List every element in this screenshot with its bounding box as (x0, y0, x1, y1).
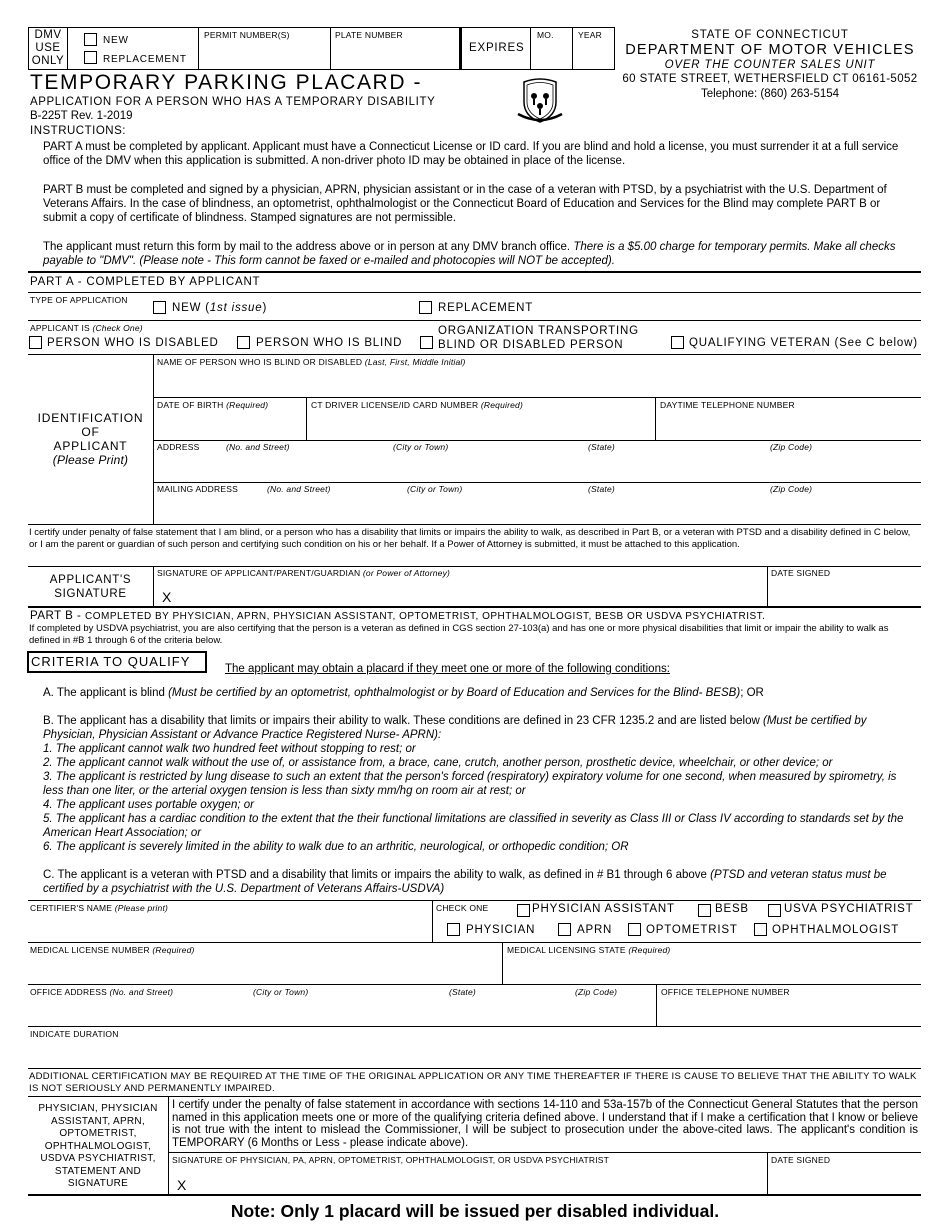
part-b-heading: PART B - (30, 610, 85, 622)
office-replacement-checkbox[interactable] (84, 51, 97, 64)
criteria-heading: CRITERIA TO QUALIFY (27, 651, 207, 673)
license-field[interactable] (308, 411, 653, 439)
mailing-state-hint: (State) (588, 484, 615, 494)
signature-x: X (162, 589, 172, 605)
please-print-hint: (Please print) (114, 903, 169, 913)
daytime-phone-field[interactable] (657, 411, 919, 439)
dob-field[interactable] (155, 411, 304, 439)
office-address-label: OFFICE ADDRESS (30, 987, 110, 997)
year-label: YEAR (578, 30, 602, 40)
please-print-label: (Please Print) (52, 453, 129, 467)
new-hint: 1st issue (209, 302, 263, 314)
office-city-hint: (City or Town) (253, 987, 309, 997)
month-label: MO. (537, 30, 554, 40)
new-label: NEW ( (172, 302, 210, 314)
criteria-intro: The applicant may obtain a placard if they meet one or more of the following conditions: (225, 663, 670, 675)
plate-number-label: PLATE NUMBER (335, 30, 403, 40)
applicant-label: APPLICANT (53, 439, 128, 453)
medical-state-label: MEDICAL LICENSING STATE (507, 945, 629, 955)
medical-state-required: (Required) (628, 945, 671, 955)
veteran-checkbox[interactable] (671, 336, 684, 349)
applicant-date-label: DATE SIGNED (771, 568, 831, 578)
office-zip-hint: (Zip Code) (575, 987, 618, 997)
of-label: OF (81, 425, 100, 439)
agency-address: 60 STATE STREET, WETHERSFIELD CT 06161-5052 (622, 73, 918, 85)
sales-unit: OVER THE COUNTER SALES UNIT (664, 59, 876, 71)
applicant-signature-label: SIGNATURE OF APPLICANT/PARENT/GUARDIAN (157, 568, 363, 578)
dob-label: DATE OF BIRTH (157, 400, 227, 410)
use-label: USE (35, 42, 61, 54)
criteria-a-note: (Must be certified by an optometrist, ophthalmologist or by Board of Education and Services for the Blind- BESB) (168, 687, 741, 699)
physician-date-label: DATE SIGNED (771, 1155, 831, 1165)
criteria-c: C. The applicant is a veteran with PTSD and a disability that limits or impairs the ability to walk, as defined in # B1 through 6 above (43, 869, 711, 881)
veteran-label: QUALIFYING VETERAN (See C below) (689, 337, 918, 349)
address-label: ADDRESS (157, 442, 200, 452)
usva-psychiatrist-label: USVA PSYCHIATRIST (784, 903, 914, 915)
office-state-hint: (State) (449, 987, 476, 997)
criteria-a: A. The applicant is blind (43, 687, 169, 699)
usdva-note: If completed by USDVA psychiatrist, you are also certifying that the person is a veteran as defined in CGS section 27-103(a) and has one or more physical disabilities that limit or impair the ability to walk as defined in #B 1 through 6 of the criteria below. (29, 623, 889, 646)
check-one-label: CHECK ONE (436, 903, 489, 913)
mailing-zip-hint: (Zip Code) (770, 484, 813, 494)
signature-label: SIGNATURE (54, 588, 127, 600)
applicant-signature-field[interactable] (176, 580, 764, 604)
dmv-label: DMV (34, 29, 62, 41)
blind-person-checkbox[interactable] (237, 336, 250, 349)
part-a-heading: PART A - COMPLETED BY APPLICANT (30, 276, 261, 288)
state-name: STATE OF CONNECTICUT (691, 29, 849, 41)
expires-label: EXPIRES (469, 42, 525, 54)
physician-signature-x: X (177, 1177, 187, 1193)
physician-assistant-checkbox[interactable] (517, 904, 530, 917)
instructions-heading: INSTRUCTIONS: (30, 125, 126, 137)
identification-label: IDENTIFICATION (37, 411, 144, 425)
physician-label: PHYSICIAN (466, 924, 536, 936)
organization-checkbox[interactable] (420, 336, 433, 349)
department-name: DEPARTMENT OF MOTOR VEHICLES (625, 42, 915, 58)
instructions-part-a: PART A must be completed by applicant. Applicant must have a Connecticut License or ID card. If you are blind and hold a license, you must surrender it at a full service office of the DMV when this application is submitted. A non-driver photo ID may be obtained in place of the license. (43, 141, 899, 167)
name-hint: (Last, First, Middle Initial) (364, 357, 466, 367)
medical-license-required: (Required) (152, 945, 195, 955)
criteria-a-end: ; OR (740, 687, 764, 699)
name-label: NAME OF PERSON WHO IS BLIND OR DISABLED (157, 357, 365, 367)
certifier-statement-end: TEMPORARY (6 Months or Less - please indicate above). (172, 1136, 469, 1149)
address-city-hint: (City or Town) (393, 442, 449, 452)
form-id: B-225T Rev. 1-2019 (30, 110, 133, 122)
part-b-subheading: COMPLETED BY PHYSICIAN, APRN, PHYSICIAN ASSISTANT, OPTOMETRIST, OPHTHALMOLOGIST, BESB OR USDVA PSYCHIATRIST. (85, 611, 766, 622)
medical-state-field[interactable] (504, 956, 919, 982)
physician-checkbox[interactable] (447, 923, 460, 936)
connecticut-seal-icon (516, 76, 564, 124)
instructions-fee: There is a $5.00 charge for temporary permits. Make all checks payable to "DMV". (Please note - This form cannot be faxed or e-mailed and photocopies will NOT be accepted). (43, 241, 896, 267)
duration-field[interactable] (30, 1040, 919, 1066)
address-street-hint: (No. and Street) (226, 442, 290, 452)
permit-number-label: PERMIT NUMBER(S) (204, 30, 290, 40)
optometrist-checkbox[interactable] (628, 923, 641, 936)
criteria-b: B. The applicant has a disability that limits or impairs their ability to walk. These conditions are defined in 23 CFR 1235.2 and are listed below (43, 715, 763, 727)
criteria-b3: 3. The applicant is restricted by lung disease to such an extent that the person's forced (respiratory) expiratory volume for one second, when measured by spirometry, is less than one liter, or the arterial oxygen tension is less than sixty mm/hg on room air at rest; or (43, 771, 897, 797)
besb-checkbox[interactable] (698, 904, 711, 917)
office-street-hint: (No. and Street) (109, 987, 174, 997)
replacement-label: REPLACEMENT (438, 302, 534, 314)
certifier-name-field[interactable] (30, 914, 430, 940)
name-field[interactable] (155, 368, 919, 396)
aprn-label: APRN (577, 924, 613, 936)
only-label: ONLY (31, 55, 65, 67)
type-of-application-label: TYPE OF APPLICATION (30, 295, 128, 305)
poa-hint: (or Power of Attorney) (362, 568, 451, 578)
criteria-b5: 5. The applicant has a cardiac condition to the extent that the their functional limitations are classified in severity as Class III or Class IV according to standards set by the American Heart Association; or (43, 813, 904, 839)
criteria-b6: 6. The applicant is severely limited in the ability to walk due to an arthritic, neurological, or orthopedic condition; OR (43, 841, 629, 853)
ophthalmologist-label: OPHTHALMOLOGIST (772, 924, 900, 936)
instructions-part-b: PART B must be completed and signed by a physician, APRN, physician assistant or in the case of a veteran with PTSD, by a psychiatrist with the U.S. Department of Veterans Affairs. In the case of blindness, an optometrist, ophthalmologist or the Connecticut Board of Education and Services for the Blind may complete PART B or submit a copy of certificate of blindness. Stamped signatures are not permissible. (43, 184, 887, 224)
certifier-name-label: CERTIFIER'S NAME (30, 903, 115, 913)
form-subtitle: APPLICATION FOR A PERSON WHO HAS A TEMPORARY DISABILITY (30, 96, 436, 108)
new-application-checkbox[interactable] (153, 301, 166, 314)
applicant-is-label: APPLICANT IS (30, 323, 93, 333)
applicant-certification: I certify under penalty of false statement that I am blind, or a person who has a disability that limits or impairs the ability to walk, as described in Part B, or a veteran with PTSD and a disability defined in C below, or I am the parent or guardian of such person and certifying such condition on his or her behalf. If a Power of Attorney is submitted, it must be attached to this application. (29, 527, 911, 550)
disabled-person-checkbox[interactable] (29, 336, 42, 349)
aprn-checkbox[interactable] (558, 923, 571, 936)
mailing-address-field[interactable] (155, 495, 919, 523)
license-label: CT DRIVER LICENSE/ID CARD NUMBER (311, 400, 481, 410)
dob-required: (Required) (226, 400, 269, 410)
besb-label: BESB (715, 903, 749, 915)
additional-certification-note: ADDITIONAL CERTIFICATION MAY BE REQUIRED AT THE TIME OF THE ORIGINAL APPLICATION OR ANY TIME THEREAFTER IF THERE IS CAUSE TO BELIEVE THAT THE ABILITY TO WALK IS NOT SERIOUSLY AND PERMANENTLY IMPAIRED. (29, 1071, 917, 1094)
address-state-hint: (State) (588, 442, 615, 452)
physician-date-field[interactable] (769, 1167, 919, 1192)
ophthalmologist-checkbox[interactable] (754, 923, 767, 936)
criteria-b2: 2. The applicant cannot walk without the use of, or assistance from, a brace, cane, crutch, another person, prosthetic device, wheelchair, or other device; or (43, 757, 833, 769)
address-field[interactable] (155, 453, 919, 481)
form-title: TEMPORARY PARKING PLACARD - (30, 71, 423, 94)
criteria-b1: 1. The applicant cannot walk two hundred feet without stopping to rest; or (43, 743, 416, 755)
office-new-label: NEW (103, 35, 129, 46)
office-phone-label: OFFICE TELEPHONE NUMBER (661, 987, 790, 997)
criteria-b-note: (Must be certified by Physician, Physician Assistant or Advance Practice Registered Nurse- APRN): (43, 715, 867, 741)
medical-license-field[interactable] (30, 956, 500, 982)
daytime-phone-label: DAYTIME TELEPHONE NUMBER (660, 400, 795, 410)
new-end: ) (262, 302, 268, 314)
applicants-label: APPLICANT'S (49, 574, 132, 586)
usva-psychiatrist-checkbox[interactable] (768, 904, 781, 917)
criteria-b4: 4. The applicant uses portable oxygen; or (43, 799, 254, 811)
applicant-date-field[interactable] (769, 580, 919, 604)
mailing-street-hint: (No. and Street) (267, 484, 331, 494)
office-new-checkbox[interactable] (84, 33, 97, 46)
blind-person-label: PERSON WHO IS BLIND (256, 337, 403, 349)
mailing-address-label: MAILING ADDRESS (157, 484, 238, 494)
criteria-c-note: (PTSD and veteran status must be certified by a psychiatrist with the U.S. Department of Veterans Affairs-USDVA) (43, 869, 887, 895)
certifier-statement-label: PHYSICIAN, PHYSICIAN ASSISTANT, APRN, OPTOMETRIST, OPHTHALMOLOGIST, USDVA PSYCHIATRIST, STATEMENT AND SIGNATURE (38, 1103, 158, 1189)
disabled-person-label: PERSON WHO IS DISABLED (47, 337, 219, 349)
duration-label: INDICATE DURATION (30, 1029, 119, 1039)
footer-note: Note: Only 1 placard will be issued per disabled individual. (230, 1201, 720, 1221)
instructions-return: The applicant must return this form by mail to the address above or in person at any DMV branch office. (43, 241, 574, 253)
address-zip-hint: (Zip Code) (770, 442, 813, 452)
license-required: (Required) (480, 400, 524, 410)
physician-signature-field[interactable] (192, 1167, 764, 1192)
physician-assistant-label: PHYSICIAN ASSISTANT (532, 903, 675, 915)
office-address-field[interactable] (30, 998, 654, 1024)
mailing-city-hint: (City or Town) (407, 484, 463, 494)
organization-label-2: BLIND OR DISABLED PERSON (438, 339, 624, 351)
optometrist-label: OPTOMETRIST (646, 924, 738, 936)
office-replacement-label: REPLACEMENT (103, 54, 187, 65)
physician-signature-label: SIGNATURE OF PHYSICIAN, PA, APRN, OPTOMETRIST, OPHTHALMOLOGIST, OR USDVA PSYCHIATRIST (172, 1155, 610, 1165)
medical-license-label: MEDICAL LICENSE NUMBER (30, 945, 153, 955)
agency-phone: Telephone: (860) 263-5154 (700, 88, 840, 100)
certifier-statement: I certify under the penalty of false statement in accordance with sections 14-110 and 53a-157b of the Connecticut General Statutes that the person named in this application meets one or more of the qualifying criteria defined above. I understand that if I make a certification that I know or believe is not true with the intent to mislead the Commissioner, I will be subject to prosecution under the above-cited laws. The applicant's condition is (172, 1099, 918, 1136)
organization-label-1: ORGANIZATION TRANSPORTING (438, 325, 639, 337)
replacement-checkbox[interactable] (419, 301, 432, 314)
check-one-hint: (Check One) (92, 323, 143, 333)
office-phone-field[interactable] (658, 998, 919, 1024)
